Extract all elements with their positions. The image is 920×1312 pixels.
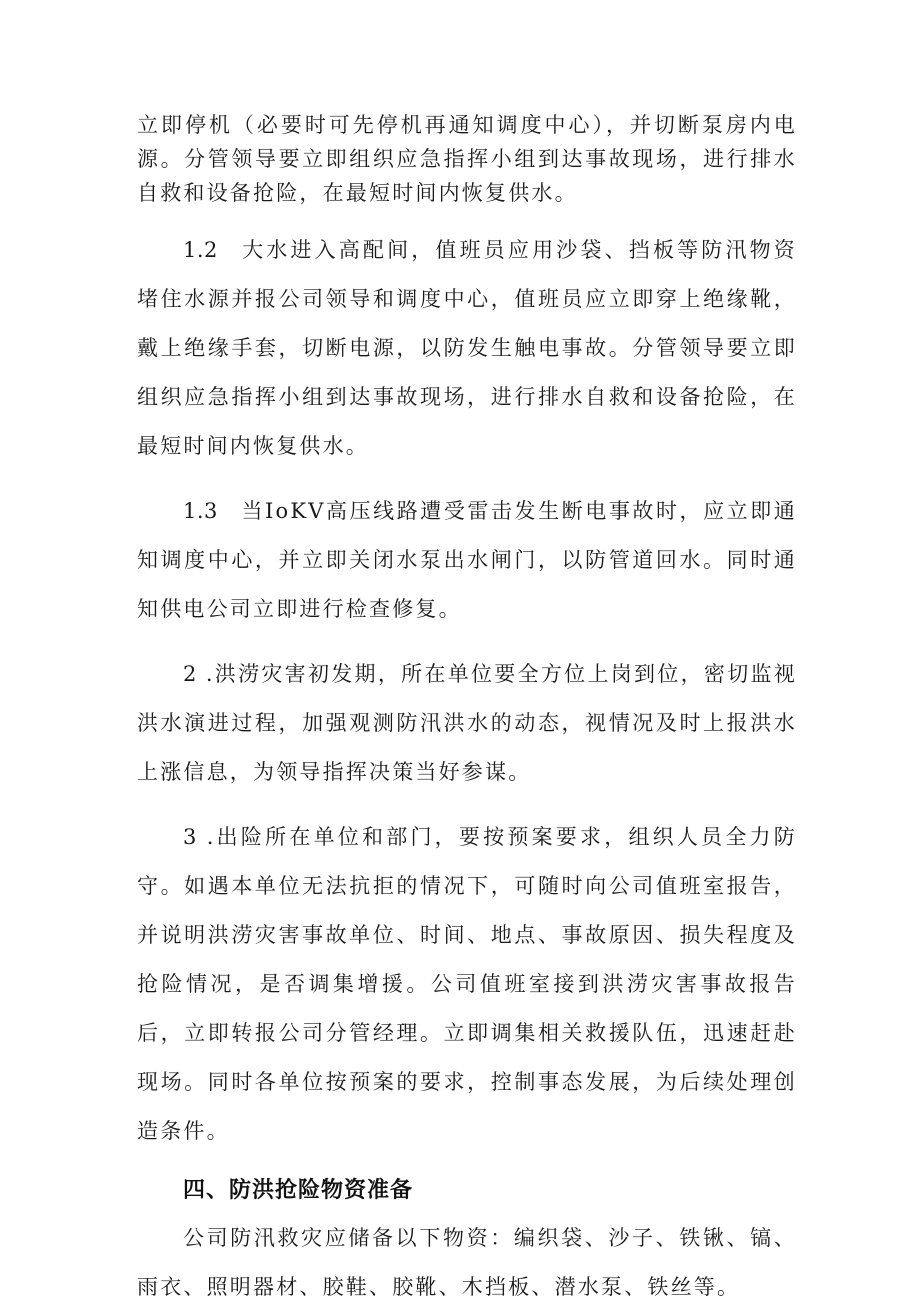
paragraph-1-3-number: 1.3 (183, 499, 218, 523)
section-4-heading: 四、防洪抢险物资准备 (183, 1178, 414, 1203)
paragraph-2 (137, 650, 797, 797)
paragraph-1-2-text: 大水进入高配间，值班员应用沙袋、挡板等防汛物资堵住水源并报公司领导和调度中心，值班员应立即穿上绝缘靴，戴上绝缘手套，切断电源，以防发生触电事故。分管领导要立即组织应急指挥小组到达事故现场，进行排水自救和设备抢险，在最短时间内恢复供水。 (137, 238, 797, 458)
paragraph-continued: 立即停机（必要时可先停机再通知调度中心），并切断泵房内电源。分管领导要立即组织应急指挥小组到达事故现场，进行排水自救和设备抢险，在最短时间内恢复供水。 (137, 113, 797, 205)
paragraph-3-number: 3 (183, 825, 197, 849)
paragraph-3 (137, 813, 797, 1156)
paragraph-2-number: 2 (183, 662, 197, 686)
paragraph-1-3-text: 当IoKV高压线路遭受雷击发生断电事故时，应立即通知调度中心，并立即关闭水泵出水闸门，以防管道回水。同时通知供电公司立即进行检查修复。 (137, 499, 797, 621)
document-page (137, 108, 797, 1312)
paragraph-1-3 (137, 487, 797, 634)
paragraph-1-2-number: 1.2 (183, 238, 218, 262)
paragraph-1-2 (137, 226, 797, 471)
paragraph-materials: 公司防汛救灾应储备以下物资：编织袋、沙子、铁锹、镐、雨衣、照明器材、胶鞋、胶靴、木挡板、潜水泵、铁丝等。 (137, 1226, 797, 1299)
paragraph-2-text: .洪涝灾害初发期，所在单位要全方位上岗到位，密切监视洪水演进过程，加强观测防汛洪水的动态，视情况及时上报洪水上涨信息，为领导指挥决策当好参谋。 (137, 662, 797, 784)
paragraph-3-text: .出险所在单位和部门，要按预案要求，组织人员全力防守。如遇本单位无法抗拒的情况下，可随时向公司值班室报告，并说明洪涝灾害事故单位、时间、地点、事故原因、损失程度及抢险情况，是否调集增援。公司值班室接到洪涝灾害事故报告后，立即转报公司分管经理。立即调集相关救援队伍，迅速赶赴现场。同时各单位按预案的要求，控制事态发展，为后续处理创造条件。 (137, 825, 797, 1143)
